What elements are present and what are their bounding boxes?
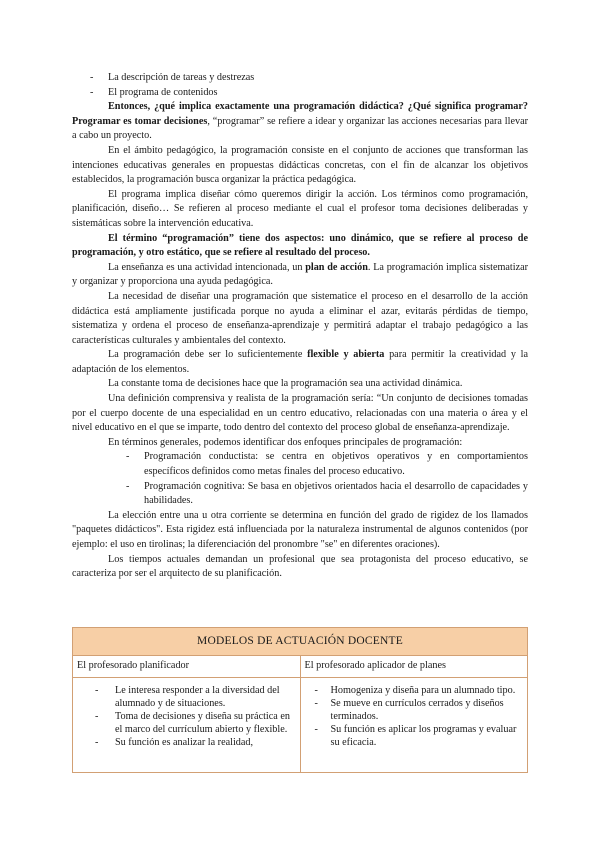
bold-question: Entonces, ¿qué implica exactamente una programación didáctica? ¿Qué significa programar? Programar es tomar decisiones: [72, 101, 528, 127]
list-item-text: El programa de contenidos: [108, 86, 218, 98]
list-item-text: Programación cognitiva: Se basa en objetivos orientados hacia el desarrollo de capacidades y habilidades.: [144, 480, 528, 507]
bullet: -: [90, 86, 94, 98]
list-item: - Su función es analizar la realidad,: [79, 736, 294, 749]
models-table: [72, 627, 528, 773]
paragraph-termino: [72, 232, 528, 261]
paragraph-text: La enseñanza es una actividad intencionada, un: [108, 261, 306, 273]
paragraph-programar: [72, 100, 528, 144]
column-header-aplicador: El profesorado aplicador de planes: [300, 656, 528, 678]
column-header-planificador: El profesorado planificador: [73, 656, 301, 678]
paragraph-text: . La programación implica sistematizar y organizar y proporciona una ayuda pedagógica.: [72, 261, 529, 288]
bold-statement: El término “programación” tiene dos aspectos: uno dinámico, que se refiere al proceso de programación, y otro estático, que se refiere al resultado del proceso.: [72, 232, 528, 259]
bullet: -: [90, 72, 94, 83]
paragraph-eleccion: La elección entre una u otra corriente se determina en función del grado de rigidez de los llamados "paquetes didácticos". Esta rigidez está influenciada por la naturaleza instrumental de algunos contenidos (por ejemplo: el uso en tirolinas; la diferenciación del pronombre "se" en diferentes oraciones).: [72, 509, 528, 550]
document-body: [72, 71, 528, 582]
bold-term: plan de acción: [305, 261, 368, 273]
list-item: [72, 450, 528, 479]
paragraph-necesidad: La necesidad de diseñar una programación que sistematice el proceso en el desarrollo de la acción didáctica está ampliamente justificada porque no ayuda a eliminar el azar, evitarás pérdidas de tiempo, sistematiza y ordena el proceso de enseñanza-aprendizaje y permitirá adaptar el trabajo pedagógico a las características culturales y ambientales del contexto.: [72, 290, 528, 346]
table-title: MODELOS DE ACTUACIÓN DOCENTE: [73, 628, 528, 656]
list-item: [72, 86, 528, 101]
paragraph-text: , “programar” se refiere a idear y organizar las acciones necesarias para llevar a cabo un proyecto.: [72, 115, 528, 142]
list-item-text: La descripción de tareas y destrezas: [108, 72, 255, 83]
list-item: [72, 480, 528, 509]
bullet: -: [126, 480, 130, 492]
paragraph-ambito: En el ámbito pedagógico, la programación consiste en el conjunto de acciones que transforman las intenciones educativas generales en propuestas didácticas concretas, con el fin de alcanzar los objetivos establecidos, la programación busca organizar la práctica pedagógica.: [72, 144, 528, 186]
planificador-cell: [73, 678, 301, 773]
bullet: -: [126, 451, 130, 463]
paragraph-flexible: [72, 348, 528, 377]
paragraph-tiempos: Los tiempos actuales demandan un profesional que sea protagonista del proceso educativo, se caracteriza por ser el arquitecto de su planificación.: [72, 553, 528, 580]
paragraph-enfoques: En términos generales, podemos identificar dos enfoques principales de programación:: [108, 436, 463, 448]
list-item: - Homogeniza y diseña para un alumnado tipo.: [307, 684, 522, 697]
list-item: [72, 71, 528, 86]
aplicador-cell: [300, 678, 528, 773]
planificador-list: [79, 684, 294, 749]
paragraph-ensenanza: [72, 261, 528, 290]
paragraph-text: La programación debe ser lo suficientemente: [108, 349, 308, 361]
list-item: - Toma de decisiones y diseña su práctica en el marco del currículum abierto y flexible.: [79, 710, 294, 736]
paragraph-implica: El programa implica diseñar cómo queremos dirigir la acción. Los términos como programación, planificación, diseño… Se refieren al proceso mediante el cual el profesor toma decisiones deliberadas y sistemáticas sobre la intervención educativa.: [72, 188, 528, 229]
list-item: - Se mueve en currículos cerrados y diseños terminados.: [307, 697, 522, 723]
aplicador-list: [307, 684, 522, 749]
paragraph-text: para permitir la creatividad y la adaptación de los elementos.: [72, 349, 528, 375]
list-item: - Le interesa responder a la diversidad del alumnado y de situaciones.: [79, 684, 294, 710]
paragraph-constante: La constante toma de decisiones hace que la programación sea una actividad dinámica.: [108, 378, 463, 390]
list-item: - Su función es aplicar los programas y evaluar su eficacia.: [307, 723, 522, 749]
bold-term: flexible y abierta: [307, 349, 385, 361]
list-item-text: Programación conductista: se centra en objetivos operativos y en comportamientos específicos definidos como metas finales del proceso educativo.: [144, 451, 528, 478]
paragraph-definicion: Una definición comprensiva y realista de la programación sería: “Un conjunto de decisiones tomadas por el cuerpo docente de una especialidad en un centro educativo, relacionadas con una materia o área y el nivel educativo en el que se imparte, todo dentro del contexto del proceso global de enseñanza-aprendizaje.: [72, 393, 528, 434]
